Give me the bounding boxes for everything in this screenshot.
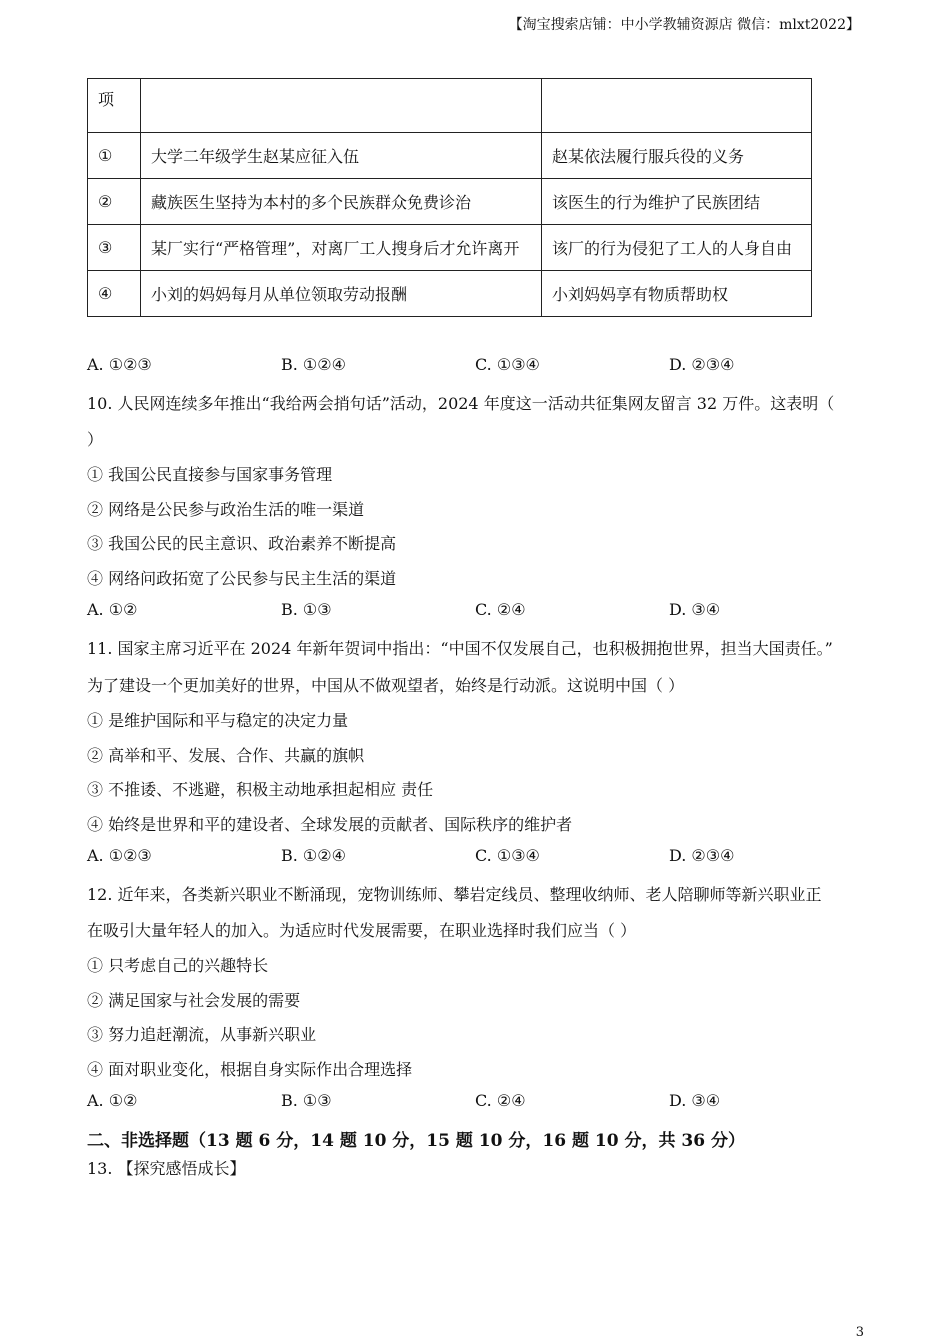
- option-a[interactable]: A. ①②③: [87, 355, 152, 374]
- option-d[interactable]: D. ②③④: [669, 846, 735, 865]
- option-d[interactable]: D. ②③④: [669, 355, 735, 374]
- table-header-cell: [141, 79, 542, 133]
- table-header-row: [88, 79, 812, 133]
- option-a[interactable]: A. ①②: [87, 600, 138, 619]
- q9-table: [87, 78, 812, 317]
- option-c[interactable]: C. ②④: [475, 600, 526, 619]
- q10-item: ① 我国公民直接参与国家事务管理: [87, 465, 333, 484]
- row-judgement: 小刘妈妈享有物质帮助权: [542, 271, 812, 317]
- option-b[interactable]: B. ①③: [281, 600, 332, 619]
- row-number: ④: [88, 271, 141, 317]
- row-event: 某厂实行“严格管理”，对离厂工人搜身后才允许离开: [141, 225, 542, 271]
- option-b[interactable]: B. ①②④: [281, 355, 346, 374]
- q11-item: ① 是维护国际和平与稳定的决定力量: [87, 711, 349, 730]
- q11-item: ② 高举和平、发展、合作、共赢的旗帜: [87, 746, 365, 765]
- option-c[interactable]: C. ②④: [475, 1091, 526, 1110]
- q11-stem: 11. 国家主席习近平在 2024 年新年贺词中指出：“中国不仅发展自己，也积极拥抱世界，担当大国责任。”: [87, 639, 833, 658]
- option-b[interactable]: B. ①③: [281, 1091, 332, 1110]
- q11-item: ③ 不推诿、不逃避，积极主动地承担起相应 责任: [87, 780, 434, 799]
- table-header-cell: [542, 79, 812, 133]
- row-judgement: 该厂的行为侵犯了工人的人身自由: [542, 225, 812, 271]
- section-title: 二、非选择题（13 题 6 分，14 题 10 分，15 题 10 分，16 题 10 分，共 36 分）: [87, 1131, 745, 1151]
- page-number: 3: [855, 1325, 864, 1340]
- row-event: 藏族医生坚持为本村的多个民族群众免费诊治: [141, 179, 542, 225]
- q12-item: ④ 面对职业变化，根据自身实际作出合理选择: [87, 1060, 413, 1079]
- q10-stem: 10. 人民网连续多年推出“我给两会捎句话”活动，2024 年度这一活动共征集网友留言 32 万件。这表明（: [87, 394, 835, 413]
- q11-stem-cont: 为了建设一个更加美好的世界，中国从不做观望者，始终是行动派。这说明中国（ ）: [87, 676, 685, 695]
- row-number: ①: [88, 133, 141, 179]
- option-c[interactable]: C. ①③④: [475, 355, 540, 374]
- option-b[interactable]: B. ①②④: [281, 846, 346, 865]
- q10-item: ② 网络是公民参与政治生活的唯一渠道: [87, 500, 365, 519]
- row-event: 小刘的妈妈每月从单位领取劳动报酬: [141, 271, 542, 317]
- table-row: [88, 271, 812, 317]
- q10-stem-cont: ）: [87, 430, 104, 449]
- q12-item: ② 满足国家与社会发展的需要: [87, 991, 301, 1010]
- table-row: [88, 179, 812, 225]
- q12-item: ③ 努力追赶潮流，从事新兴职业: [87, 1025, 317, 1044]
- option-d[interactable]: D. ③④: [669, 600, 721, 619]
- row-event: 大学二年级学生赵某应征入伍: [141, 133, 542, 179]
- option-a[interactable]: A. ①②: [87, 1091, 138, 1110]
- option-d[interactable]: D. ③④: [669, 1091, 721, 1110]
- table-row: [88, 225, 812, 271]
- q12-item: ① 只考虑自己的兴趣特长: [87, 956, 269, 975]
- q10-item: ③ 我国公民的民主意识、政治素养不断提高: [87, 534, 397, 553]
- row-judgement: 赵某依法履行服兵役的义务: [542, 133, 812, 179]
- q12-stem-cont: 在吸引大量年轻人的加入。为适应时代发展需要，在职业选择时我们应当（ ）: [87, 921, 637, 940]
- page-header: 【淘宝搜索店铺：中小学教辅资源店 微信：mlxt2022】: [508, 17, 860, 33]
- row-number: ③: [88, 225, 141, 271]
- q10-item: ④ 网络问政拓宽了公民参与民主生活的渠道: [87, 569, 397, 588]
- option-c[interactable]: C. ①③④: [475, 846, 540, 865]
- row-judgement: 该医生的行为维护了民族团结: [542, 179, 812, 225]
- table-row: [88, 133, 812, 179]
- q12-stem: 12. 近年来，各类新兴职业不断涌现，宠物训练师、攀岩定线员、整理收纳师、老人陪聊师等新兴职业正: [87, 885, 822, 904]
- option-a[interactable]: A. ①②③: [87, 846, 152, 865]
- q11-item: ④ 始终是世界和平的建设者、全球发展的贡献者、国际秩序的维护者: [87, 815, 573, 834]
- row-number: ②: [88, 179, 141, 225]
- table-header-cell: 项: [88, 79, 141, 133]
- q13-title: 13. 【探究感悟成长】: [87, 1159, 246, 1178]
